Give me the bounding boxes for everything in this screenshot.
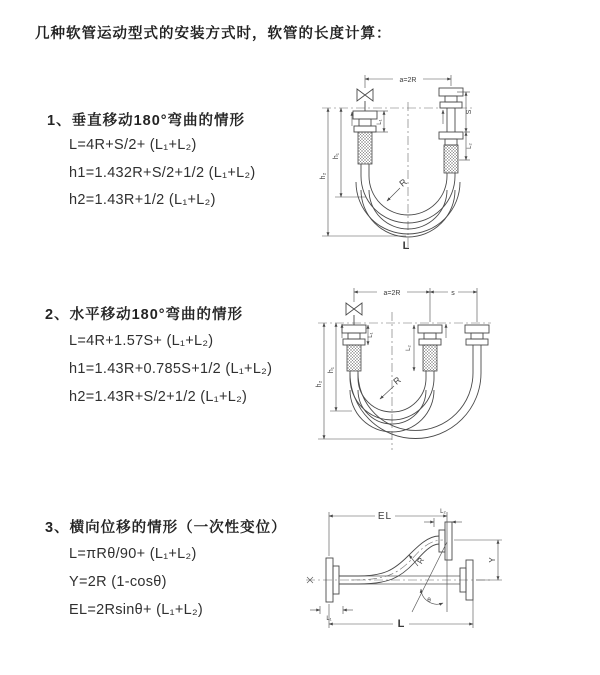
right-flange-moved — [465, 325, 489, 345]
length-label: L — [402, 240, 410, 252]
radius-callout — [380, 374, 403, 399]
dim-label-l: L — [397, 618, 405, 630]
dim-label-el: EL — [377, 511, 393, 522]
diagram-horizontal-180-bend — [306, 278, 594, 464]
formula-line: L=4R+1.57S+ (L₁+L₂) — [69, 333, 214, 349]
formula-line: EL=2Rsinθ+ (L₁+L₂) — [69, 602, 204, 618]
braid-section — [358, 132, 372, 164]
movement-arrows — [352, 110, 443, 126]
diagram-lateral-displacement — [296, 500, 600, 640]
dim-label-l1: L₁ — [326, 616, 332, 622]
dim-label-h1: h₁ — [328, 366, 335, 374]
hose-curves — [350, 345, 481, 439]
movement-arrow — [342, 324, 446, 338]
dimension-h2 — [316, 323, 392, 439]
dim-label-l2: L₂ — [467, 143, 473, 149]
dimension-l2 — [424, 509, 462, 527]
dim-label-h2: h₂ — [320, 172, 327, 180]
dimension-l1-left — [372, 111, 388, 132]
radius-label: R — [415, 555, 427, 566]
section-2-heading: 2、水平移动180°弯曲的情形 — [45, 307, 244, 323]
hose-s-curve — [351, 536, 443, 584]
braid-section — [347, 345, 361, 371]
dim-label-a2r: a=2R — [399, 77, 417, 84]
dimension-y — [454, 540, 502, 580]
formula-line: L=4R+S/2+ (L₁+L₂) — [69, 137, 197, 153]
dim-label-l1: L₁ — [368, 332, 374, 338]
dim-label-s: S — [466, 109, 473, 115]
formula-line: Y=2R (1-cosθ) — [69, 574, 167, 590]
middle-flange — [418, 325, 442, 345]
dim-label-h1: h₁ — [333, 152, 340, 160]
formula-line: h1=1.43R+0.785S+1/2 (L₁+L₂) — [69, 361, 273, 377]
dimension-el — [329, 510, 447, 556]
centerline — [306, 577, 492, 583]
radius-label: R — [391, 374, 403, 387]
formula-line: L=πRθ/90+ (L₁+L₂) — [69, 546, 197, 562]
theta-label: θ — [427, 597, 431, 604]
radius-callout — [409, 555, 426, 566]
dim-label-a2r: a=2R — [383, 290, 401, 297]
radius-callout — [387, 176, 409, 201]
section-3-heading: 3、横向位移的情形（一次性变位） — [45, 520, 287, 536]
dim-label-s: s — [451, 290, 455, 297]
right-flange-moved — [439, 88, 463, 145]
braid-section — [423, 345, 437, 371]
diagram-vertical-180-bend — [308, 64, 590, 260]
dimension-l — [329, 600, 473, 630]
formula-line: h2=1.43R+S/2+1/2 (L₁+L₂) — [69, 389, 248, 405]
radius-label: R — [397, 176, 409, 189]
dimension-l1 — [368, 325, 374, 345]
braid-section — [444, 145, 458, 173]
formula-line: h1=1.432R+S/2+1/2 (L₁+L₂) — [69, 165, 256, 181]
dim-label-l2: L₂ — [440, 509, 446, 515]
dimension-s — [430, 287, 477, 322]
dimension-l2 — [406, 325, 414, 371]
dim-label-h2: h₂ — [316, 380, 323, 388]
dim-label-l2: L₂ — [406, 345, 412, 351]
dimension-l2-right — [459, 132, 473, 160]
left-flange — [342, 325, 366, 345]
dimension-s-right — [457, 92, 473, 132]
left-flange — [353, 111, 377, 132]
dim-label-l1: L₁ — [377, 119, 383, 125]
formula-line: h2=1.43R+1/2 (L₁+L₂) — [69, 192, 216, 208]
dim-label-y: Y — [488, 557, 497, 563]
angle-theta — [421, 589, 443, 604]
section-1-heading: 1、垂直移动180°弯曲的情形 — [47, 113, 246, 129]
valve-icon — [357, 89, 373, 111]
dimension-l1 — [310, 606, 353, 622]
valve-icon — [346, 303, 362, 325]
page-title: 几种软管运动型式的安装方式时，软管的长度计算： — [35, 26, 392, 42]
dimension-h2 — [320, 108, 406, 236]
dimension-a2r — [365, 74, 451, 88]
